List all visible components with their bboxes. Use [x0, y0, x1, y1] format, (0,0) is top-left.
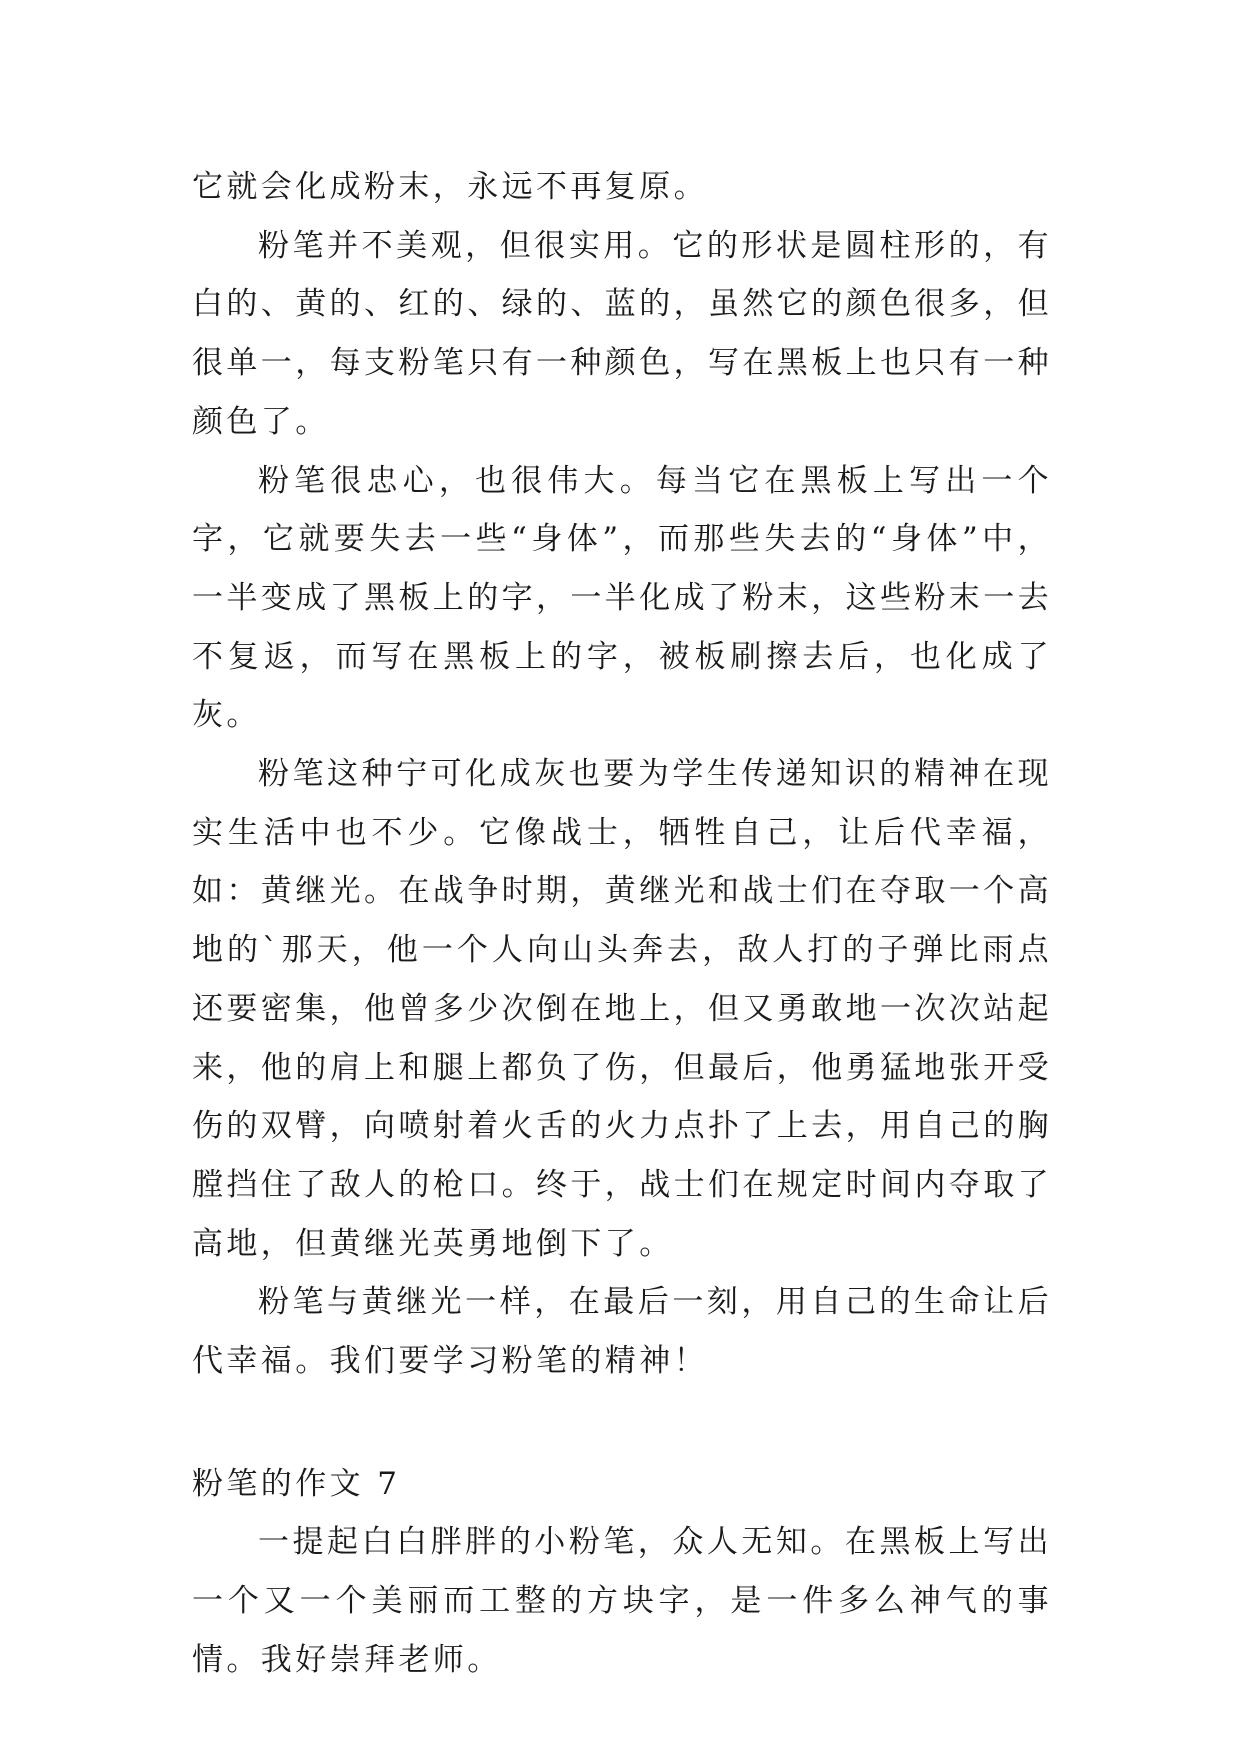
paragraph-huang-jiguang: 粉笔这种宁可化成灰也要为学生传递知识的精神在现实生活中也不少。它像战士，牺牲自己，让后代幸福，如：黄继光。在战争时期，黄继光和战士们在夺取一个高地的`那天，他一个人向山头奔去，敌人打的子弹比雨点还要密集，他曾多少次倒在地上，但又勇敢地一次次站起来，他的肩上和腿上都负了伤，但最后，他勇猛地张开受伤的双臂，向喷射着火舌的火力点扑了上去，用自己的胸膛挡住了敌人的枪口。终于，战士们在规定时间内夺取了高地，但黄继光英勇地倒下了。 — [192, 756, 1052, 1262]
paragraph-chalk-appearance: 粉笔并不美观，但很实用。它的形状是圆柱形的，有白的、黄的、红的、绿的、蓝的，虽然它的颜色很多，但很单一，每支粉笔只有一种颜色，写在黑板上也只有一种颜色了。 — [192, 227, 1052, 440]
section-gap — [192, 1391, 1052, 1455]
paragraph-chalk-loyalty: 粉笔很忠心，也很伟大。每当它在黑板上写出一个字，它就要失去一些“身体”，而那些失去的“身体”中，一半变成了黑板上的字，一半化成了粉末，这些粉末一去不复返，而写在黑板上的字，被板刷擦去后，也化成了灰。 — [192, 462, 1052, 734]
section-heading: 粉笔的作文 7 — [192, 1465, 401, 1502]
paragraph-conclusion: 粉笔与黄继光一样，在最后一刻，用自己的生命让后代幸福。我们要学习粉笔的精神！ — [192, 1284, 1052, 1380]
document-body — [192, 158, 1052, 1690]
paragraph-essay-7-intro: 一提起白白胖胖的小粉笔，众人无知。在黑板上写出一个又一个美丽而工整的方块字，是一件多么神气的事情。我好崇拜老师。 — [192, 1524, 1052, 1678]
paragraph-continuation: 它就会化成粉末，永远不再复原。 — [192, 169, 708, 205]
